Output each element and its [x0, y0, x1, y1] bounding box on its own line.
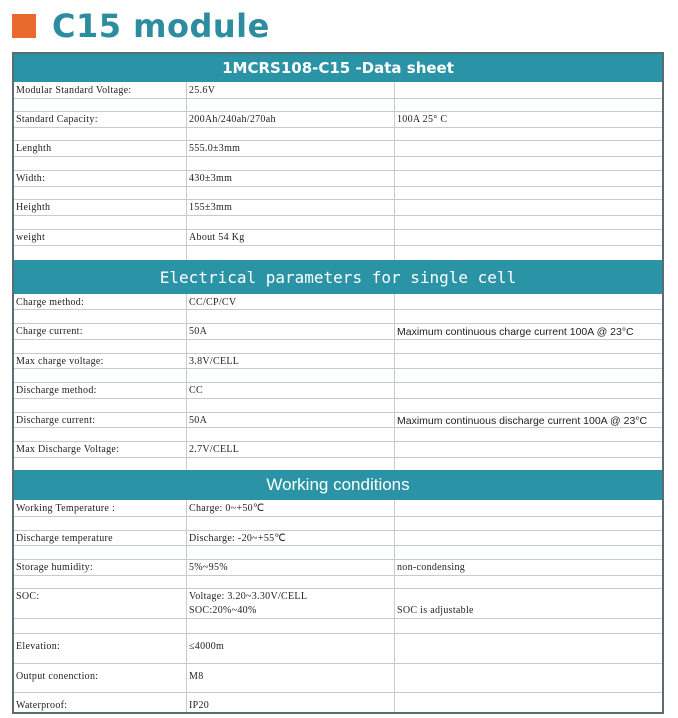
row-note	[395, 170, 662, 199]
row-note	[395, 199, 662, 229]
row-divider	[14, 457, 662, 458]
row-label: Storage humidity:	[14, 559, 187, 588]
table-row	[14, 633, 662, 663]
row-label: Lenghth	[14, 140, 187, 170]
table-row	[14, 82, 662, 111]
table-row	[14, 588, 662, 633]
table-row	[14, 111, 662, 140]
row-value: ≤4000m	[187, 633, 395, 663]
row-label: Max charge voltage:	[14, 353, 187, 382]
row-label: Heighth	[14, 199, 187, 229]
table-row	[14, 199, 662, 229]
row-label: Working Temperature :	[14, 500, 187, 530]
working-conditions-banner: Working conditions	[14, 470, 662, 500]
row-divider	[14, 186, 662, 187]
electrical-parameters-banner: Electrical parameters for single cell	[14, 260, 662, 294]
row-value: 3.8V/CELL	[187, 353, 395, 382]
row-note	[395, 82, 662, 111]
row-value: Discharge: -20~+55℃	[187, 530, 395, 559]
page-header	[10, 6, 270, 46]
orange-square-icon	[12, 14, 36, 38]
row-value: 155±3mm	[187, 199, 395, 229]
row-label: Modular Standard Voltage:	[14, 82, 187, 111]
table-row	[14, 500, 662, 530]
row-label: Waterproof:	[14, 692, 187, 714]
row-divider	[14, 245, 662, 246]
row-label: Discharge method:	[14, 382, 187, 412]
row-value: IP20	[187, 692, 395, 714]
row-divider	[14, 368, 662, 369]
row-note	[395, 382, 662, 412]
row-divider	[14, 545, 662, 546]
row-value: 25.6V	[187, 82, 395, 111]
row-value: About 54 Kg	[187, 229, 395, 260]
soc-percent-value: SOC:20%~40%	[189, 605, 257, 616]
row-label: Elevation:	[14, 633, 187, 663]
row-label: weight	[14, 229, 187, 260]
row-divider	[14, 516, 662, 517]
datasheet-title-banner: 1MCRS108-C15 -Data sheet	[14, 54, 662, 82]
row-value: 5%~95%	[187, 559, 395, 588]
row-note	[395, 500, 662, 530]
row-value: 200Ah/240ah/270ah	[187, 111, 395, 140]
row-divider	[14, 156, 662, 157]
data-sheet-table	[12, 52, 664, 714]
table-row	[14, 559, 662, 588]
row-label: Output conenction:	[14, 663, 187, 692]
row-note: non-condensing	[397, 562, 466, 573]
table-row	[14, 382, 662, 412]
row-value: 430±3mm	[187, 170, 395, 199]
row-note: Maximum continuous discharge current 100A @ 23°C	[397, 415, 648, 427]
row-note	[395, 633, 662, 663]
page-title: C15 module	[52, 7, 270, 45]
table-row	[14, 140, 662, 170]
row-label: Discharge current:	[14, 412, 187, 441]
table-row	[14, 323, 662, 353]
soc-voltage-value: Voltage: 3.20~3.30V/CELL	[189, 591, 308, 602]
row-value: 2.7V/CELL	[187, 441, 395, 470]
row-note: 100A 25° C	[397, 114, 448, 125]
row-divider	[14, 339, 662, 340]
row-divider	[14, 618, 662, 619]
row-divider	[14, 398, 662, 399]
row-value: 50A	[187, 412, 395, 441]
table-row	[14, 170, 662, 199]
row-value: 50A	[187, 323, 395, 353]
row-note	[395, 692, 662, 714]
row-divider	[14, 575, 662, 576]
row-note	[395, 441, 662, 470]
table-row	[14, 692, 662, 714]
row-divider	[14, 127, 662, 128]
row-label: SOC:	[14, 588, 187, 633]
row-label: Discharge temperature	[14, 530, 187, 559]
row-value: CC	[187, 382, 395, 412]
table-row	[14, 441, 662, 470]
row-divider	[14, 309, 662, 310]
row-value: CC/CP/CV	[187, 294, 395, 323]
row-label: Max Discharge Voltage:	[14, 441, 187, 470]
row-label: Charge current:	[14, 323, 187, 353]
row-divider	[14, 427, 662, 428]
row-label: Width:	[14, 170, 187, 199]
row-label: Standard Capacity:	[14, 111, 187, 140]
row-value	[187, 588, 395, 633]
table-row	[14, 663, 662, 692]
row-value: 555.0±3mm	[187, 140, 395, 170]
row-note	[395, 663, 662, 692]
row-label: Charge method:	[14, 294, 187, 323]
row-value: M8	[187, 663, 395, 692]
row-note	[395, 140, 662, 170]
row-note: SOC is adjustable	[397, 605, 474, 616]
row-note: Maximum continuous charge current 100A @ 23°C	[397, 326, 634, 338]
row-divider	[14, 98, 662, 99]
row-divider	[14, 215, 662, 216]
row-value: Charge: 0~+50℃	[187, 500, 395, 530]
